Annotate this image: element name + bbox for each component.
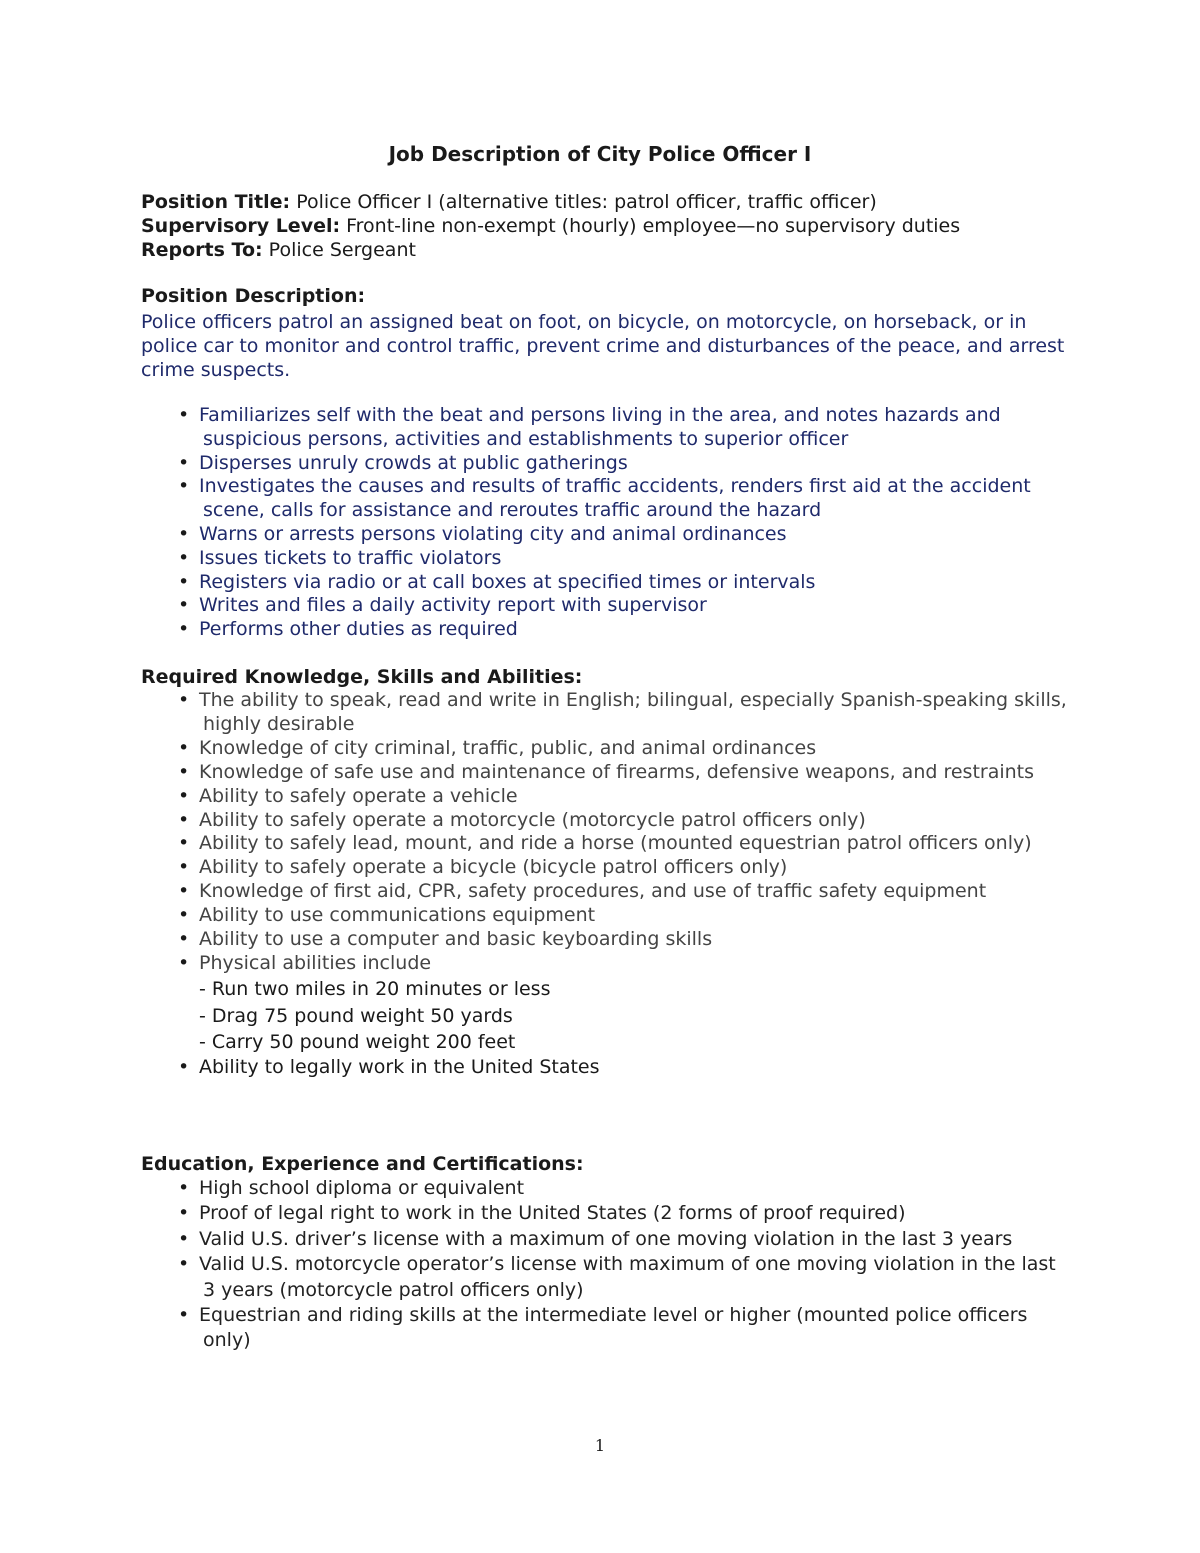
bullet-icon: •: [178, 594, 190, 617]
bullet-icon: •: [178, 451, 190, 474]
list-item: • Investigates the causes and results of traffic accidents, renders first aid at the accident scene, calls for assistance and reroutes traffic around the hazard: [178, 475, 1031, 522]
meta-value: Front-line non-exempt (hourly) employee—no supervisory duties: [340, 215, 961, 237]
bullet-icon: •: [178, 404, 190, 426]
bullet-icon: •: [178, 570, 190, 593]
list-item: • High school diploma or equivalent: [141, 1176, 1071, 1201]
page-number: 1: [594, 1436, 606, 1455]
list-item: • Ability to legally work in the United States: [178, 1055, 600, 1078]
education-heading: Education, Experience and Certifications:: [141, 1153, 584, 1175]
bullet-icon: •: [178, 904, 190, 927]
bullet-icon: •: [178, 1304, 190, 1327]
list-item: • Knowledge of first aid, CPR, safety procedures, and use of traffic safety equipment: [178, 880, 987, 903]
list-item: • Proof of legal right to work in the United States (2 forms of proof required): [141, 1201, 1071, 1226]
education-list: [141, 1176, 1071, 1354]
list-item: • Knowledge of city criminal, traffic, public, and animal ordinances: [178, 736, 817, 759]
bullet-icon: •: [178, 808, 190, 831]
physical-sub-item: - Run two miles in 20 minutes or less: [199, 977, 551, 1000]
list-item: • Performs other duties as required: [178, 618, 518, 641]
list-item: • Ability to safely lead, mount, and ride a horse (mounted equestrian patrol officers only): [178, 832, 1032, 855]
bullet-icon: •: [178, 760, 190, 783]
list-item: • Physical abilities include: [178, 951, 432, 974]
meta-reports-to: [141, 238, 1071, 262]
bullet-icon: •: [178, 1253, 190, 1276]
bullet-icon: •: [178, 689, 190, 711]
document-title: Job Description of City Police Officer I: [388, 142, 812, 166]
bullet-icon: •: [178, 1055, 190, 1078]
duties-section: [141, 404, 1071, 642]
list-item: • Valid U.S. motorcycle operator’s license with maximum of one moving violation in the last 3 years (motorcycle patrol officers only): [178, 1253, 1056, 1301]
duties-list: [141, 404, 1071, 642]
bullet-icon: •: [178, 522, 190, 545]
bullet-icon: •: [178, 951, 190, 974]
position-description-heading: Position Description:: [141, 285, 366, 307]
list-item: • The ability to speak, read and write in English; bilingual, especially Spanish-speaking skills, highly desirable: [178, 689, 1067, 735]
position-description-text: Police officers patrol an assigned beat on foot, on bicycle, on motorcycle, on horseback, or in police car to monitor and control traffic, prevent crime and disturbances of the peace, and arrest crime suspects.: [141, 311, 1065, 381]
list-item: • Ability to safely operate a vehicle: [178, 784, 518, 807]
list-item: • Valid U.S. driver’s license with a maximum of one moving violation in the last 3 years: [141, 1227, 1071, 1252]
ksa-list: [141, 689, 1071, 1080]
list-item: • Ability to use a computer and basic keyboarding skills: [178, 928, 713, 951]
bullet-icon: •: [178, 856, 190, 879]
list-item: • Warns or arrests persons violating city and animal ordinances: [178, 522, 787, 545]
bullet-icon: •: [178, 928, 190, 951]
list-item: • Knowledge of safe use and maintenance of firearms, defensive weapons, and restraints: [178, 760, 1035, 783]
list-item: • Ability to use communications equipment: [178, 904, 596, 927]
physical-sub-item: - Carry 50 pound weight 200 feet: [199, 1031, 516, 1054]
list-item: • Registers via radio or at call boxes at specified times or intervals: [178, 570, 816, 593]
ksa-heading: Required Knowledge, Skills and Abilities:: [141, 666, 583, 688]
list-item: • Equestrian and riding skills at the intermediate level or higher (mounted police officers only): [178, 1304, 1028, 1352]
meta-supervisory-level: [141, 214, 1071, 238]
list-item: • Writes and files a daily activity report with supervisor: [178, 594, 707, 617]
bullet-icon: •: [178, 736, 190, 759]
meta-label: Supervisory Level:: [141, 215, 341, 237]
meta-position-title: [141, 190, 1071, 214]
list-item: • Familiarizes self with the beat and persons living in the area, and notes hazards and suspicious persons, activities and establishments to superior officer: [178, 404, 1001, 450]
position-description-section: [141, 284, 1071, 382]
bullet-icon: •: [178, 1177, 190, 1199]
ksa-section: [141, 665, 1071, 1080]
bullet-icon: •: [178, 832, 190, 855]
list-item: • Disperses unruly crowds at public gatherings: [178, 451, 628, 474]
physical-sub-item: - Drag 75 pound weight 50 yards: [199, 1004, 513, 1027]
education-section: [141, 1152, 1071, 1354]
bullet-icon: •: [178, 784, 190, 807]
bullet-icon: •: [178, 1202, 190, 1225]
meta-label: Position Title:: [141, 191, 291, 213]
list-item: • Ability to safely operate a motorcycle (motorcycle patrol officers only): [178, 808, 866, 831]
list-item: • Issues tickets to traffic violators: [178, 546, 502, 569]
meta-label: Reports To:: [141, 239, 263, 261]
list-item: • Ability to safely operate a bicycle (bicycle patrol officers only): [178, 856, 788, 879]
bullet-icon: •: [178, 546, 190, 569]
meta-value: Police Officer I (alternative titles: patrol officer, traffic officer): [290, 191, 877, 213]
bullet-icon: •: [178, 475, 190, 498]
bullet-icon: •: [178, 1227, 190, 1250]
position-meta: [141, 190, 1071, 262]
bullet-icon: •: [178, 618, 190, 641]
bullet-icon: •: [178, 880, 190, 903]
meta-value: Police Sergeant: [262, 239, 416, 261]
